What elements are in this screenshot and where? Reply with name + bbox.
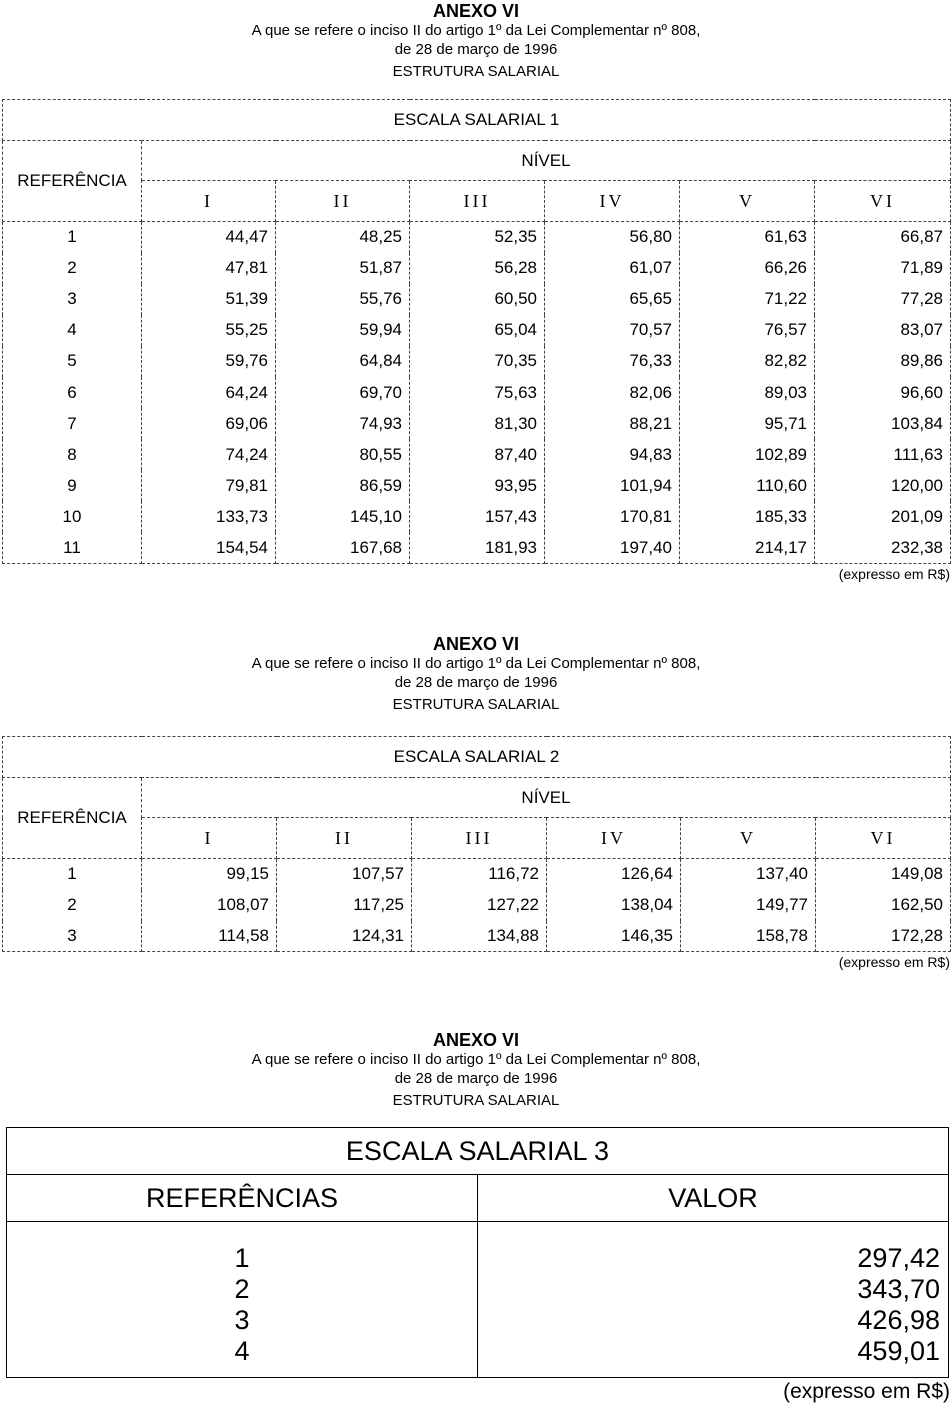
salary-cell: 89,86 [815,346,951,377]
values-column [478,1222,949,1378]
salary-cell: 51,39 [142,284,276,315]
salary-cell: 158,78 [681,921,816,952]
structure-subtitle: ESTRUTURA SALARIAL [392,696,560,713]
salary-cell: 83,07 [815,315,951,346]
level-vi-header: VI [815,181,951,222]
table-row [3,501,951,532]
salary-cell: 71,22 [680,284,815,315]
salary-cell: 167,68 [276,532,410,563]
salary-cell: 162,50 [816,890,951,921]
salary-table-3 [6,1127,949,1378]
salary-cell: 149,08 [816,859,951,890]
salary-table-1 [2,99,951,564]
salary-cell: 154,54 [142,532,276,563]
salary-cell: 101,94 [545,470,680,501]
salary-cell: 185,33 [680,501,815,532]
reference-cell: 2 [3,890,142,921]
table-row [3,284,951,315]
level-header: NÍVEL [142,141,951,181]
law-date: de 28 de março de 1996 [394,674,558,691]
salary-cell: 65,04 [410,315,545,346]
reference-cell: 5 [3,346,142,377]
currency-note: (expresso em R$) [838,954,950,970]
salary-cell: 99,15 [142,859,277,890]
level-header: NÍVEL [142,778,951,818]
reference-header: REFERÊNCIA [3,141,142,222]
salary-cell: 107,57 [277,859,412,890]
salary-cell: 48,25 [276,222,410,253]
salary-cell: 59,94 [276,315,410,346]
salary-cell: 214,17 [680,532,815,563]
scale-title: ESCALA SALARIAL 1 [3,100,951,141]
section-1-header [0,1,952,81]
reference-cell: 10 [3,501,142,532]
law-reference: A que se refere o inciso II do artigo 1º da Lei Complementar nº 808, [251,655,701,672]
reference-cell: 3 [234,1304,250,1335]
salary-cell: 59,76 [142,346,276,377]
salary-cell: 116,72 [412,859,547,890]
salary-cell: 81,30 [410,408,545,439]
table-row [3,346,951,377]
salary-cell: 61,07 [545,253,680,284]
salary-cell: 108,07 [142,890,277,921]
salary-cell: 69,70 [276,377,410,408]
salary-cell: 95,71 [680,408,815,439]
value-cell: 343,70 [857,1273,940,1304]
reference-cell: 11 [3,532,142,563]
law-reference: A que se refere o inciso II do artigo 1º da Lei Complementar nº 808, [251,1051,701,1068]
level-vi-header: VI [816,818,951,859]
salary-cell: 149,77 [681,890,816,921]
salary-cell: 75,63 [410,377,545,408]
salary-cell: 114,58 [142,921,277,952]
salary-cell: 60,50 [410,284,545,315]
salary-cell: 138,04 [547,890,681,921]
law-date: de 28 de março de 1996 [394,1070,558,1087]
salary-cell: 65,65 [545,284,680,315]
salary-cell: 70,35 [410,346,545,377]
salary-cell: 66,87 [815,222,951,253]
value-cell: 297,42 [857,1242,940,1273]
reference-cell: 9 [3,470,142,501]
reference-cell: 2 [234,1273,250,1304]
reference-header: REFERÊNCIA [3,778,142,859]
salary-cell: 79,81 [142,470,276,501]
table-row [3,377,951,408]
salary-cell: 77,28 [815,284,951,315]
salary-cell: 82,82 [680,346,815,377]
table-row [3,315,951,346]
salary-cell: 74,24 [142,439,276,470]
salary-cell: 117,25 [277,890,412,921]
table-row [3,439,951,470]
reference-cell: 1 [234,1242,250,1273]
level-iii-header: III [412,818,547,859]
salary-cell: 76,57 [680,315,815,346]
salary-cell: 126,64 [547,859,681,890]
structure-subtitle: ESTRUTURA SALARIAL [392,1092,560,1109]
salary-cell: 145,10 [276,501,410,532]
salary-cell: 120,00 [815,470,951,501]
salary-cell: 44,47 [142,222,276,253]
currency-note: (expresso em R$) [783,1380,950,1403]
scale-title: ESCALA SALARIAL 2 [3,737,951,778]
scale-title: ESCALA SALARIAL 3 [7,1128,949,1175]
salary-cell: 157,43 [410,501,545,532]
salary-cell: 82,06 [545,377,680,408]
salary-cell: 94,83 [545,439,680,470]
salary-cell: 110,60 [680,470,815,501]
salary-cell: 61,63 [680,222,815,253]
currency-note: (expresso em R$) [838,566,950,582]
reference-cell: 7 [3,408,142,439]
reference-cell: 1 [3,222,142,253]
salary-cell: 69,06 [142,408,276,439]
table-row [3,408,951,439]
annex-title: ANEXO VI [432,1030,520,1050]
section-2-header [0,634,952,714]
salary-cell: 170,81 [545,501,680,532]
salary-cell: 102,89 [680,439,815,470]
salary-cell: 56,28 [410,253,545,284]
references-column [7,1222,478,1378]
reference-cell: 3 [3,284,142,315]
level-ii-header: II [276,181,410,222]
salary-cell: 86,59 [276,470,410,501]
reference-cell: 4 [234,1335,250,1366]
reference-cell: 8 [3,439,142,470]
level-v-header: V [681,818,816,859]
salary-cell: 111,63 [815,439,951,470]
salary-cell: 127,22 [412,890,547,921]
reference-cell: 1 [3,859,142,890]
salary-cell: 181,93 [410,532,545,563]
references-header: REFERÊNCIAS [7,1175,478,1222]
salary-cell: 52,35 [410,222,545,253]
salary-table-2 [2,736,951,952]
law-reference: A que se refere o inciso II do artigo 1º da Lei Complementar nº 808, [251,22,701,39]
annex-title: ANEXO VI [432,1,520,21]
salary-cell: 55,76 [276,284,410,315]
table-row [3,532,951,563]
salary-cell: 172,28 [816,921,951,952]
salary-cell: 137,40 [681,859,816,890]
annex-title: ANEXO VI [432,634,520,654]
table-row [3,921,951,952]
salary-cell: 76,33 [545,346,680,377]
reference-cell: 6 [3,377,142,408]
law-date: de 28 de março de 1996 [394,41,558,58]
salary-cell: 64,24 [142,377,276,408]
value-cell: 426,98 [857,1304,940,1335]
table-row [3,222,951,253]
salary-cell: 93,95 [410,470,545,501]
salary-cell: 232,38 [815,532,951,563]
salary-cell: 134,88 [412,921,547,952]
level-iv-header: IV [545,181,680,222]
salary-cell: 56,80 [545,222,680,253]
level-v-header: V [680,181,815,222]
salary-cell: 71,89 [815,253,951,284]
level-iv-header: IV [547,818,681,859]
table-row [3,859,951,890]
salary-cell: 80,55 [276,439,410,470]
salary-cell: 74,93 [276,408,410,439]
salary-cell: 55,25 [142,315,276,346]
structure-subtitle: ESTRUTURA SALARIAL [392,63,560,80]
level-iii-header: III [410,181,545,222]
salary-cell: 133,73 [142,501,276,532]
value-header: VALOR [478,1175,949,1222]
reference-cell: 3 [3,921,142,952]
salary-cell: 66,26 [680,253,815,284]
salary-cell: 89,03 [680,377,815,408]
section-3-header [0,1030,952,1110]
salary-cell: 70,57 [545,315,680,346]
salary-cell: 146,35 [547,921,681,952]
level-i-header: I [142,181,276,222]
salary-cell: 47,81 [142,253,276,284]
value-cell: 459,01 [857,1335,940,1366]
salary-cell: 197,40 [545,532,680,563]
salary-cell: 96,60 [815,377,951,408]
salary-cell: 87,40 [410,439,545,470]
table-row [3,890,951,921]
level-i-header: I [142,818,277,859]
reference-cell: 2 [3,253,142,284]
level-ii-header: II [277,818,412,859]
salary-cell: 88,21 [545,408,680,439]
table-row [3,253,951,284]
salary-cell: 64,84 [276,346,410,377]
salary-cell: 51,87 [276,253,410,284]
salary-cell: 103,84 [815,408,951,439]
salary-cell: 124,31 [277,921,412,952]
salary-cell: 201,09 [815,501,951,532]
reference-cell: 4 [3,315,142,346]
table-row [3,470,951,501]
